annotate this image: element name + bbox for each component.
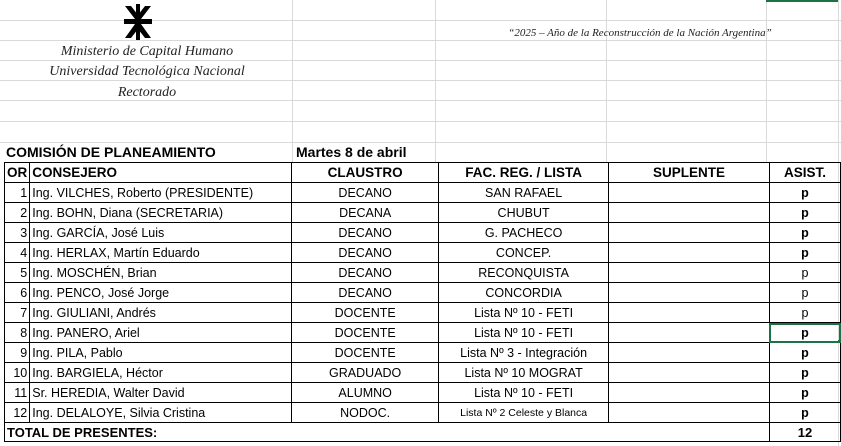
- cell-substitute[interactable]: [609, 343, 770, 363]
- cell-attendance[interactable]: p: [769, 263, 840, 283]
- cell-council[interactable]: Ing. VILCHES, Roberto (PRESIDENTE): [30, 183, 292, 203]
- cell-order[interactable]: 7: [5, 303, 30, 323]
- cell-attendance[interactable]: p: [769, 303, 840, 323]
- cell-council[interactable]: Ing. DELALOYE, Silvia Cristina: [30, 403, 292, 423]
- cell-council[interactable]: Ing. GARCÍA, José Luis: [30, 223, 292, 243]
- cell-attendance[interactable]: p: [769, 203, 840, 223]
- cell-council[interactable]: Ing. BOHN, Diana (SECRETARIA): [30, 203, 292, 223]
- cell-attendance-selected[interactable]: [769, 323, 840, 343]
- cell-attendance[interactable]: p: [769, 383, 840, 403]
- header-rectorado: Rectorado: [117, 85, 177, 100]
- col-header-substitute[interactable]: SUPLENTE: [609, 163, 770, 183]
- cell-order[interactable]: 3: [5, 223, 30, 243]
- col-header-attendance[interactable]: ASIST.: [769, 163, 840, 183]
- cell-faculty[interactable]: Lista Nº 10 - FETI: [439, 383, 609, 403]
- cell-council[interactable]: Sr. HEREDIA, Walter David: [30, 383, 292, 403]
- cell-council[interactable]: Ing. HERLAX, Martín Eduardo: [30, 243, 292, 263]
- cell-faculty[interactable]: Lista Nº 10 - FETI: [439, 323, 609, 343]
- cell-substitute[interactable]: [609, 223, 770, 243]
- cell-cloister[interactable]: GRADUADO: [292, 363, 439, 383]
- table-row: [5, 343, 841, 363]
- cell-faculty[interactable]: Lista Nº 10 MOGRAT: [439, 363, 609, 383]
- table-row: [5, 383, 841, 403]
- cell-cloister[interactable]: DECANA: [292, 203, 439, 223]
- cell-attendance[interactable]: p: [769, 283, 840, 303]
- cell-cloister[interactable]: DECANO: [292, 243, 439, 263]
- attendance-table: [4, 162, 841, 442]
- table-row: [5, 263, 841, 283]
- total-label[interactable]: TOTAL DE PRESENTES:: [5, 423, 770, 442]
- cell-order[interactable]: 9: [5, 343, 30, 363]
- cell-order[interactable]: 12: [5, 403, 30, 423]
- table-row: [5, 223, 841, 243]
- cell-attendance[interactable]: p: [769, 243, 840, 263]
- cell-cloister[interactable]: DECANO: [292, 263, 439, 283]
- cell-order[interactable]: 6: [5, 283, 30, 303]
- table-row: [5, 283, 841, 303]
- cell-council[interactable]: Ing. BARGIELA, Héctor: [30, 363, 292, 383]
- table-header-row: [5, 163, 841, 183]
- cell-order[interactable]: 2: [5, 203, 30, 223]
- cell-order[interactable]: 4: [5, 243, 30, 263]
- cell-substitute[interactable]: [609, 183, 770, 203]
- cell-council[interactable]: Ing. PILA, Pablo: [30, 343, 292, 363]
- cell-cloister[interactable]: DOCENTE: [292, 343, 439, 363]
- meeting-date[interactable]: Martes 8 de abril: [296, 144, 407, 160]
- cell-order[interactable]: 11: [5, 383, 30, 403]
- table-row: [5, 303, 841, 323]
- cell-cloister[interactable]: DOCENTE: [292, 323, 439, 343]
- utn-logo-icon: [122, 4, 154, 40]
- cell-faculty[interactable]: G. PACHECO: [439, 223, 609, 243]
- cell-substitute[interactable]: [609, 363, 770, 383]
- col-header-council[interactable]: CONSEJERO: [30, 163, 292, 183]
- header-motto: “2025 – Año de la Reconstrucción de la Nación Argentina”: [508, 27, 772, 39]
- cell-cloister[interactable]: ALUMNO: [292, 383, 439, 403]
- cell-faculty[interactable]: CONCORDIA: [439, 283, 609, 303]
- cell-attendance-value: p: [801, 325, 809, 340]
- cell-substitute[interactable]: [609, 263, 770, 283]
- header-ministry: Ministerio de Capital Humano: [60, 44, 234, 59]
- cell-substitute[interactable]: [609, 283, 770, 303]
- cell-attendance[interactable]: p: [769, 403, 840, 423]
- total-value[interactable]: 12: [769, 423, 840, 442]
- cell-attendance[interactable]: p: [769, 343, 840, 363]
- cell-substitute[interactable]: [609, 243, 770, 263]
- cell-faculty[interactable]: Lista Nº 2 Celeste y Blanca: [439, 403, 609, 423]
- cell-selection-indicator: [766, 0, 838, 2]
- cell-faculty[interactable]: CONCEP.: [439, 243, 609, 263]
- cell-faculty[interactable]: RECONQUISTA: [439, 263, 609, 283]
- total-row: [5, 423, 841, 442]
- table-row: [5, 363, 841, 383]
- cell-attendance[interactable]: p: [769, 363, 840, 383]
- cell-council[interactable]: Ing. MOSCHÉN, Brian: [30, 263, 292, 283]
- cell-attendance[interactable]: p: [769, 223, 840, 243]
- cell-faculty[interactable]: Lista Nº 10 - FETI: [439, 303, 609, 323]
- cell-faculty[interactable]: CHUBUT: [439, 203, 609, 223]
- cell-order[interactable]: 8: [5, 323, 30, 343]
- cell-order[interactable]: 1: [5, 183, 30, 203]
- cell-cloister[interactable]: NODOC.: [292, 403, 439, 423]
- table-row: [5, 183, 841, 203]
- cell-substitute[interactable]: [609, 323, 770, 343]
- cell-faculty[interactable]: Lista Nº 3 - Integración: [439, 343, 609, 363]
- col-header-faculty[interactable]: FAC. REG. / LISTA: [439, 163, 609, 183]
- cell-attendance[interactable]: p: [769, 183, 840, 203]
- cell-order[interactable]: 5: [5, 263, 30, 283]
- table-row: [5, 243, 841, 263]
- cell-cloister[interactable]: DECANO: [292, 223, 439, 243]
- cell-substitute[interactable]: [609, 303, 770, 323]
- table-row: [5, 203, 841, 223]
- table-row: [5, 403, 841, 423]
- cell-council[interactable]: Ing. PANERO, Ariel: [30, 323, 292, 343]
- cell-substitute[interactable]: [609, 403, 770, 423]
- cell-cloister[interactable]: DECANO: [292, 183, 439, 203]
- cell-council[interactable]: Ing. PENCO, José Jorge: [30, 283, 292, 303]
- commission-title[interactable]: COMISIÓN DE PLANEAMIENTO: [6, 144, 216, 160]
- cell-order[interactable]: 10: [5, 363, 30, 383]
- cell-substitute[interactable]: [609, 203, 770, 223]
- table-row: [5, 323, 841, 343]
- cell-cloister[interactable]: DOCENTE: [292, 303, 439, 323]
- col-header-cloister[interactable]: CLAUSTRO: [292, 163, 439, 183]
- header-university: Universidad Tecnológica Nacional: [49, 64, 245, 79]
- cell-cloister[interactable]: DECANO: [292, 283, 439, 303]
- fill-handle[interactable]: [838, 340, 841, 343]
- cell-faculty[interactable]: SAN RAFAEL: [439, 183, 609, 203]
- cell-substitute[interactable]: [609, 383, 770, 403]
- col-header-order[interactable]: OR: [5, 163, 30, 183]
- cell-council[interactable]: Ing. GIULIANI, Andrés: [30, 303, 292, 323]
